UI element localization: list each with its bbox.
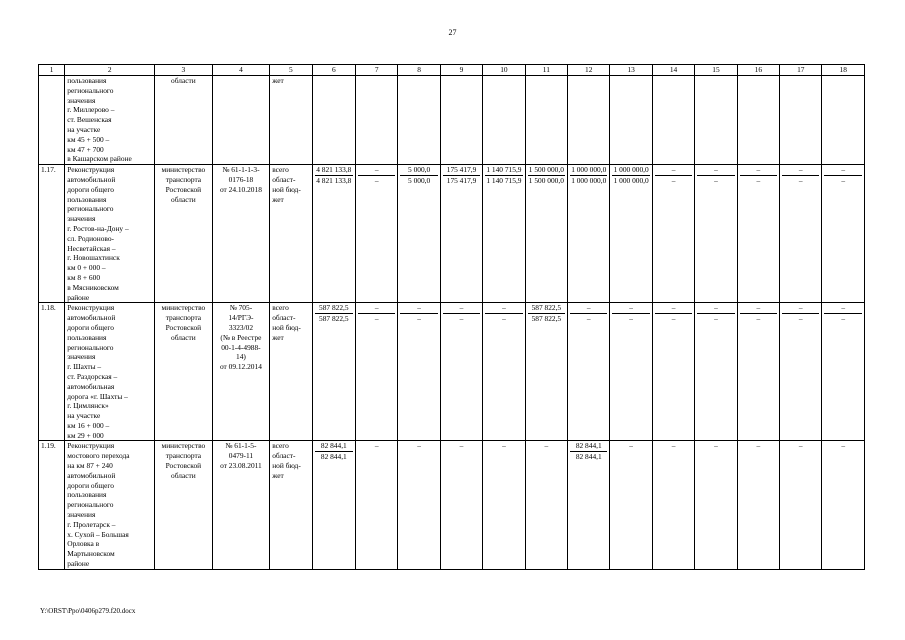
object-name-line: х. Сухой – Большая [67, 529, 129, 539]
value-total: – [502, 303, 506, 313]
value-cell [312, 441, 355, 569]
value-total: 82 844,1 [320, 441, 347, 451]
row-number [39, 76, 65, 165]
value-regional-budget: – [740, 175, 777, 186]
value-regional-budget: – [655, 175, 692, 186]
value-regional-budget: 1 140 715,9 [486, 175, 522, 185]
customer-org-line: области [171, 332, 196, 342]
funding-source-line: област- [272, 313, 296, 323]
value-regional-budget: 1 500 000,0 [528, 175, 564, 185]
column-header-8: 8 [398, 65, 440, 76]
column-header-2: 2 [65, 65, 155, 76]
object-name-line: км 47 + 700 [67, 144, 104, 154]
customer-org-line: Ростовской [165, 184, 202, 194]
value-cell [695, 76, 737, 165]
value-cell [312, 165, 355, 303]
funding-source-line: всего [272, 303, 289, 313]
value-total: – [798, 441, 803, 451]
object-name-line: пользования [67, 194, 107, 204]
customer-org-line: министерство [161, 165, 206, 175]
value-cell [780, 76, 822, 165]
value-cell [525, 441, 567, 569]
approval-doc-line: № 61-1-1-3- [222, 165, 260, 175]
object-name-line: Орловка в [67, 539, 100, 549]
object-name-cell [65, 303, 155, 441]
funding-source-line: всего [272, 165, 289, 175]
customer-org-line: министерство [161, 441, 206, 451]
value-cell [356, 76, 398, 165]
value-cell [440, 165, 482, 303]
value-cell [695, 165, 737, 303]
object-name-line: регионального [67, 85, 114, 95]
value-cell [737, 303, 779, 441]
value-cell [695, 303, 737, 441]
approval-doc-line: 00-1-4-4988- [221, 342, 261, 352]
value-cell [440, 303, 482, 441]
value-total: – [714, 441, 718, 451]
object-name-line: Несветайская – [67, 243, 116, 253]
funding-source-line: област- [272, 174, 296, 184]
object-name-line: на участке [67, 411, 101, 421]
row-number: 1.17. [39, 165, 65, 303]
object-name-cell [65, 441, 155, 569]
value-total: – [841, 441, 846, 451]
value-cell [568, 441, 610, 569]
value-cell [312, 303, 355, 441]
value-cell [652, 76, 694, 165]
value-cell [568, 303, 610, 441]
value-regional-budget: – [358, 175, 395, 186]
funding-source-line: всего [272, 441, 289, 451]
approval-doc-cell [212, 76, 270, 165]
column-header-6: 6 [312, 65, 355, 76]
column-header-13: 13 [610, 65, 652, 76]
column-header-15: 15 [695, 65, 737, 76]
object-name-line: км 0 + 000 – [67, 263, 106, 273]
value-cell [610, 303, 652, 441]
object-name-line: значения [67, 95, 96, 105]
table-row [39, 441, 865, 569]
table-row [39, 303, 865, 441]
value-total: 587 822,5 [531, 303, 562, 313]
value-cell [652, 441, 694, 569]
value-total: 587 822,5 [319, 303, 349, 313]
value-regional-budget: – [697, 313, 734, 324]
value-cell [440, 441, 482, 569]
approval-doc-cell [212, 441, 270, 569]
value-cell [568, 165, 610, 303]
value-total: – [714, 303, 718, 313]
object-name-line: г. Миллерово – [67, 105, 115, 115]
value-cell [483, 165, 525, 303]
value-cell [695, 441, 737, 569]
value-regional-budget: 82 844,1 [570, 451, 607, 462]
file-path-footer: Y:\ORST\Ppo\0406p279.f20.docx [40, 607, 136, 615]
value-cell [398, 165, 440, 303]
value-cell [822, 165, 865, 303]
object-name-cell [65, 76, 155, 165]
value-total: – [671, 303, 676, 313]
column-header-1: 1 [39, 65, 65, 76]
value-cell [356, 165, 398, 303]
value-regional-budget [400, 451, 437, 461]
object-name-line: регионального [67, 500, 114, 510]
value-regional-budget [824, 451, 862, 461]
value-regional-budget [528, 451, 565, 461]
value-total: – [586, 303, 591, 313]
customer-org-line: транспорта [165, 174, 202, 184]
funding-source-line: ной бюд- [272, 322, 301, 332]
value-cell [312, 76, 355, 165]
funding-source-line: жет [272, 76, 284, 85]
value-total: 4 821 133,8 [316, 165, 352, 175]
value-regional-budget: – [740, 313, 777, 324]
customer-org-line: области [171, 470, 196, 480]
value-regional-budget: 587 822,5 [315, 313, 353, 324]
value-regional-budget: 587 822,5 [528, 313, 565, 324]
value-regional-budget: – [443, 313, 480, 324]
value-cell [610, 441, 652, 569]
column-header-7: 7 [356, 65, 398, 76]
value-total: 1 000 000,0 [571, 165, 607, 175]
object-name-line: районе [67, 292, 90, 302]
column-header-9: 9 [440, 65, 482, 76]
customer-org-cell [155, 165, 213, 303]
value-total: 175 417,9 [446, 165, 477, 175]
object-name-line: автомобильная [67, 381, 115, 391]
object-name-line: сл. Родионово- [67, 233, 114, 243]
customer-org-cell [155, 441, 213, 569]
object-name-line: в Кашарском районе [67, 154, 132, 164]
customer-org-line: Ростовской [165, 461, 202, 471]
approval-doc-line: 3323/02 [228, 322, 254, 332]
value-total: – [417, 441, 421, 451]
customer-org-cell [155, 303, 213, 441]
value-total: 1 500 000,0 [528, 165, 564, 175]
value-cell [398, 303, 440, 441]
value-cell [652, 303, 694, 441]
value-regional-budget [612, 451, 649, 461]
object-name-line: дорога «г. Шахты – [67, 391, 128, 401]
value-total: – [798, 303, 803, 313]
value-total: – [502, 441, 506, 451]
value-total: – [714, 165, 718, 175]
funding-source-line: жет [272, 194, 284, 204]
object-name-line: Реконструкция [67, 165, 115, 175]
value-regional-budget: – [824, 313, 862, 324]
value-regional-budget: – [655, 313, 692, 324]
value-total: – [671, 165, 676, 175]
column-header-10: 10 [483, 65, 525, 76]
value-cell [780, 165, 822, 303]
funding-source-cell [270, 165, 312, 303]
object-name-line: автомобильной [67, 313, 116, 323]
object-name-line: ст. Вешенская [67, 115, 112, 125]
value-regional-budget [697, 451, 734, 461]
value-cell [525, 76, 567, 165]
approval-doc-line: (№ в Реестре [220, 332, 262, 342]
object-name-line: значения [67, 352, 96, 362]
approval-doc-line: № 705- [229, 303, 253, 313]
object-name-line: на км 87 + 240 [67, 461, 113, 471]
customer-org-cell [155, 76, 213, 165]
approval-doc-line: 14/РГЭ- [228, 313, 254, 323]
value-cell [610, 76, 652, 165]
customer-org-line: области [171, 76, 196, 85]
funding-source-line: жет [272, 470, 284, 480]
object-name-line: км 29 + 000 [67, 430, 104, 440]
customer-org-line: Ростовской [165, 322, 202, 332]
value-cell [525, 303, 567, 441]
value-total: – [459, 303, 464, 313]
value-total: – [544, 441, 549, 451]
value-total: – [459, 441, 464, 451]
value-regional-budget: 175 417,9 [443, 175, 480, 186]
approval-doc-line: от 09.12.2014 [219, 362, 262, 372]
value-total: 5 000,0 [408, 165, 431, 175]
value-total: 82 844,1 [575, 441, 602, 451]
value-total: – [374, 441, 379, 451]
row-number: 1.18. [39, 303, 65, 441]
value-total: – [756, 441, 761, 451]
value-cell [610, 165, 652, 303]
value-cell [652, 165, 694, 303]
value-total: – [629, 441, 633, 451]
column-header-16: 16 [737, 65, 779, 76]
value-regional-budget: 1 000 000,0 [571, 175, 607, 185]
value-cell [737, 165, 779, 303]
value-cell [525, 165, 567, 303]
funding-source-line: ной бюд- [272, 184, 301, 194]
value-cell [483, 76, 525, 165]
value-total: – [629, 303, 633, 313]
value-regional-budget: – [400, 313, 437, 324]
column-header-3: 3 [155, 65, 213, 76]
funding-source-cell [270, 303, 312, 441]
value-cell [398, 76, 440, 165]
object-name-line: г. Ростов-на-Дону – [67, 223, 129, 233]
object-name-cell [65, 165, 155, 303]
funding-source-line: област- [272, 451, 296, 461]
column-header-11: 11 [525, 65, 567, 76]
object-name-line: г. Пролетарск – [67, 519, 116, 529]
object-name-line: регионального [67, 342, 114, 352]
object-name-line: ст. Раздорская – [67, 371, 118, 381]
approval-doc-line: 0176-18 [228, 174, 254, 184]
value-total: – [374, 303, 379, 313]
value-regional-budget: 5 000,0 [400, 175, 437, 186]
object-name-line: г. Цимлянск» [67, 401, 109, 411]
value-regional-budget: 1 000 000,0 [613, 175, 649, 185]
customer-org-line: транспорта [165, 451, 202, 461]
value-cell [780, 303, 822, 441]
value-total: – [841, 303, 846, 313]
object-name-line: Реконструкция [67, 303, 115, 313]
column-header-14: 14 [652, 65, 694, 76]
value-cell [483, 441, 525, 569]
object-name-line: мостового перехода [67, 451, 130, 461]
approval-doc-cell [212, 165, 270, 303]
column-header-4: 4 [212, 65, 270, 76]
object-name-line: дороги общего [67, 480, 114, 490]
object-name-line: значения [67, 510, 96, 520]
value-regional-budget: – [782, 175, 819, 186]
value-regional-budget: – [824, 175, 862, 186]
table-body [39, 76, 865, 570]
object-name-line: пользования [67, 332, 107, 342]
value-regional-budget: 4 821 133,8 [316, 175, 352, 185]
approval-doc-line: от 23.08.2011 [220, 461, 262, 471]
value-regional-budget: – [358, 313, 395, 324]
column-header-17: 17 [780, 65, 822, 76]
row-number: 1.19. [39, 441, 65, 569]
object-name-line: г. Шахты – [67, 362, 102, 372]
object-name-line: на участке [67, 124, 101, 134]
value-regional-budget: 82 844,1 [315, 451, 353, 462]
customer-org-line: министерство [161, 303, 206, 313]
object-name-line: г. Новошахтинск [67, 253, 120, 263]
page-number: 27 [448, 28, 457, 37]
value-regional-budget: – [485, 313, 522, 324]
value-regional-budget [443, 451, 480, 461]
value-total: – [798, 165, 803, 175]
value-regional-budget [740, 451, 777, 461]
value-regional-budget: – [697, 175, 734, 186]
object-name-line: дороги общего [67, 322, 114, 332]
funding-source-line: ной бюд- [272, 461, 301, 471]
value-regional-budget [358, 451, 395, 461]
value-cell [737, 76, 779, 165]
object-name-line: значения [67, 214, 96, 224]
column-header-12: 12 [568, 65, 610, 76]
value-cell [356, 303, 398, 441]
object-name-line: Реконструкция [67, 441, 115, 451]
table-row [39, 165, 865, 303]
value-cell [568, 76, 610, 165]
object-name-line: районе [67, 559, 90, 569]
value-regional-budget: – [782, 313, 819, 324]
object-name-line: автомобильной [67, 174, 116, 184]
object-name-line: Мартыновском [67, 549, 115, 559]
value-total: – [841, 165, 846, 175]
value-total: – [374, 165, 379, 175]
value-cell [356, 441, 398, 569]
value-cell [822, 76, 865, 165]
object-name-line: пользования [67, 76, 107, 85]
customer-org-line: области [171, 194, 196, 204]
value-cell [440, 76, 482, 165]
table-row [39, 76, 865, 165]
funding-source-line: жет [272, 332, 284, 342]
customer-org-line: транспорта [165, 313, 202, 323]
value-cell [822, 441, 865, 569]
object-name-line: в Мясниковском [67, 282, 119, 292]
approval-doc-cell [212, 303, 270, 441]
header-row [39, 65, 865, 76]
column-header-5: 5 [270, 65, 312, 76]
value-regional-budget [782, 451, 819, 461]
value-total: 1 000 000,0 [613, 165, 649, 175]
approval-doc-line: 0479-11 [228, 451, 254, 461]
value-cell [822, 303, 865, 441]
object-name-line: автомобильной [67, 470, 116, 480]
value-regional-budget: – [612, 313, 649, 324]
approval-doc-line: 14) [236, 352, 246, 362]
approval-doc-line: от 24.10.2018 [219, 184, 262, 194]
value-total: – [671, 441, 676, 451]
value-regional-budget [655, 451, 692, 461]
value-cell [737, 441, 779, 569]
column-header-18: 18 [822, 65, 865, 76]
value-total: – [417, 303, 421, 313]
value-total: – [756, 165, 761, 175]
value-total: 1 140 715,9 [486, 165, 522, 175]
object-name-line: км 45 + 500 – [67, 134, 110, 144]
object-name-line: дороги общего [67, 184, 114, 194]
object-name-line: регионального [67, 204, 114, 214]
program-table [38, 64, 865, 570]
value-cell [398, 441, 440, 569]
object-name-line: пользования [67, 490, 107, 500]
value-cell [483, 303, 525, 441]
object-name-line: км 8 + 600 [67, 272, 101, 282]
object-name-line: км 16 + 000 – [67, 420, 110, 430]
approval-doc-line: № 61-1-5- [225, 441, 257, 451]
funding-source-cell [270, 76, 312, 165]
value-cell [780, 441, 822, 569]
value-regional-budget: – [570, 313, 607, 324]
value-total: – [756, 303, 761, 313]
funding-source-cell [270, 441, 312, 569]
value-regional-budget [485, 451, 522, 461]
